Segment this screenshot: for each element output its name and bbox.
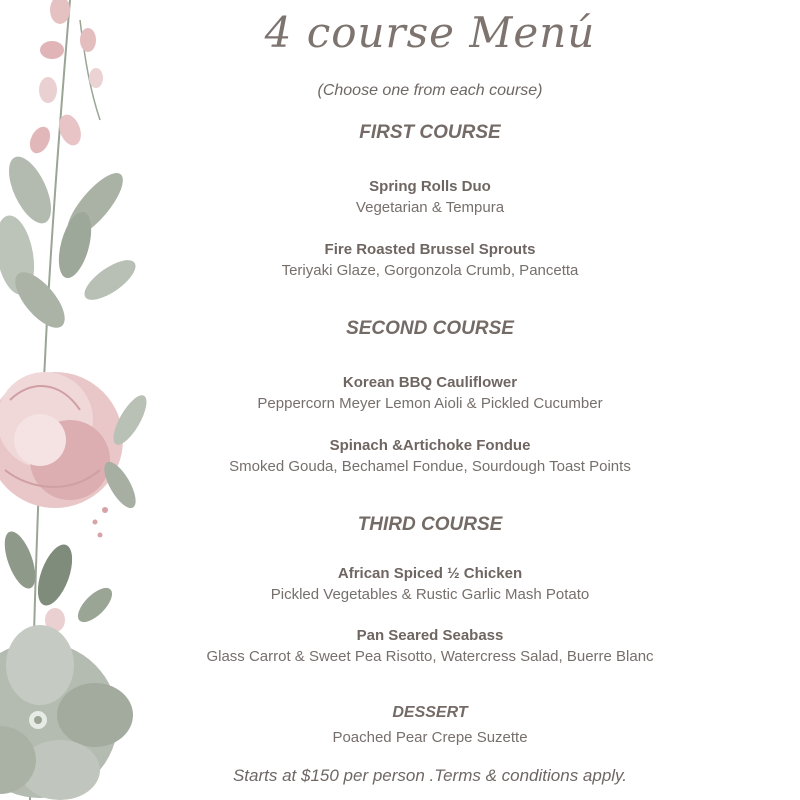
dish-item (160, 240, 700, 282)
dish-item (160, 436, 700, 478)
dish-item (160, 626, 700, 668)
dish-name: African Spiced ½ Chicken (337, 565, 523, 582)
dish-item (160, 727, 700, 749)
course-heading-dessert: DESSERT (392, 704, 468, 721)
menu-title: 4 course Menú (264, 8, 596, 57)
dish-description: Poached Pear Crepe Suzette (332, 729, 528, 746)
dish-description: Smoked Gouda, Bechamel Fondue, Sourdough Toast Points (229, 458, 631, 475)
course-heading-second: SECOND COURSE (346, 318, 514, 339)
dish-description: Teriyaki Glaze, Gorgonzola Crumb, Pancetta (281, 262, 579, 279)
dish-name: Pan Seared Seabass (356, 627, 504, 644)
menu-subtitle: (Choose one from each course) (317, 82, 543, 99)
course-heading-first: FIRST COURSE (359, 122, 501, 143)
dish-name: Fire Roasted Brussel Sprouts (324, 241, 536, 258)
dish-description: Vegetarian & Tempura (355, 199, 505, 216)
dish-name: Korean BBQ Cauliflower (342, 374, 518, 391)
menu-content (160, 0, 700, 800)
dish-description: Pickled Vegetables & Rustic Garlic Mash Potato (270, 586, 590, 603)
dish-description: Peppercorn Meyer Lemon Aioli & Pickled Cucumber (257, 395, 603, 412)
pricing-note: Starts at $150 per person .Terms & conditions apply. (232, 766, 628, 785)
floral-border-icon (0, 0, 160, 800)
dish-item (160, 177, 700, 219)
course-heading-third: THIRD COURSE (357, 514, 503, 535)
dish-item (160, 564, 700, 606)
dish-description: Glass Carrot & Sweet Pea Risotto, Watercress Salad, Buerre Blanc (206, 648, 654, 665)
dish-item (160, 373, 700, 415)
dish-name: Spinach &Artichoke Fondue (329, 437, 531, 454)
dish-name: Spring Rolls Duo (369, 178, 491, 195)
